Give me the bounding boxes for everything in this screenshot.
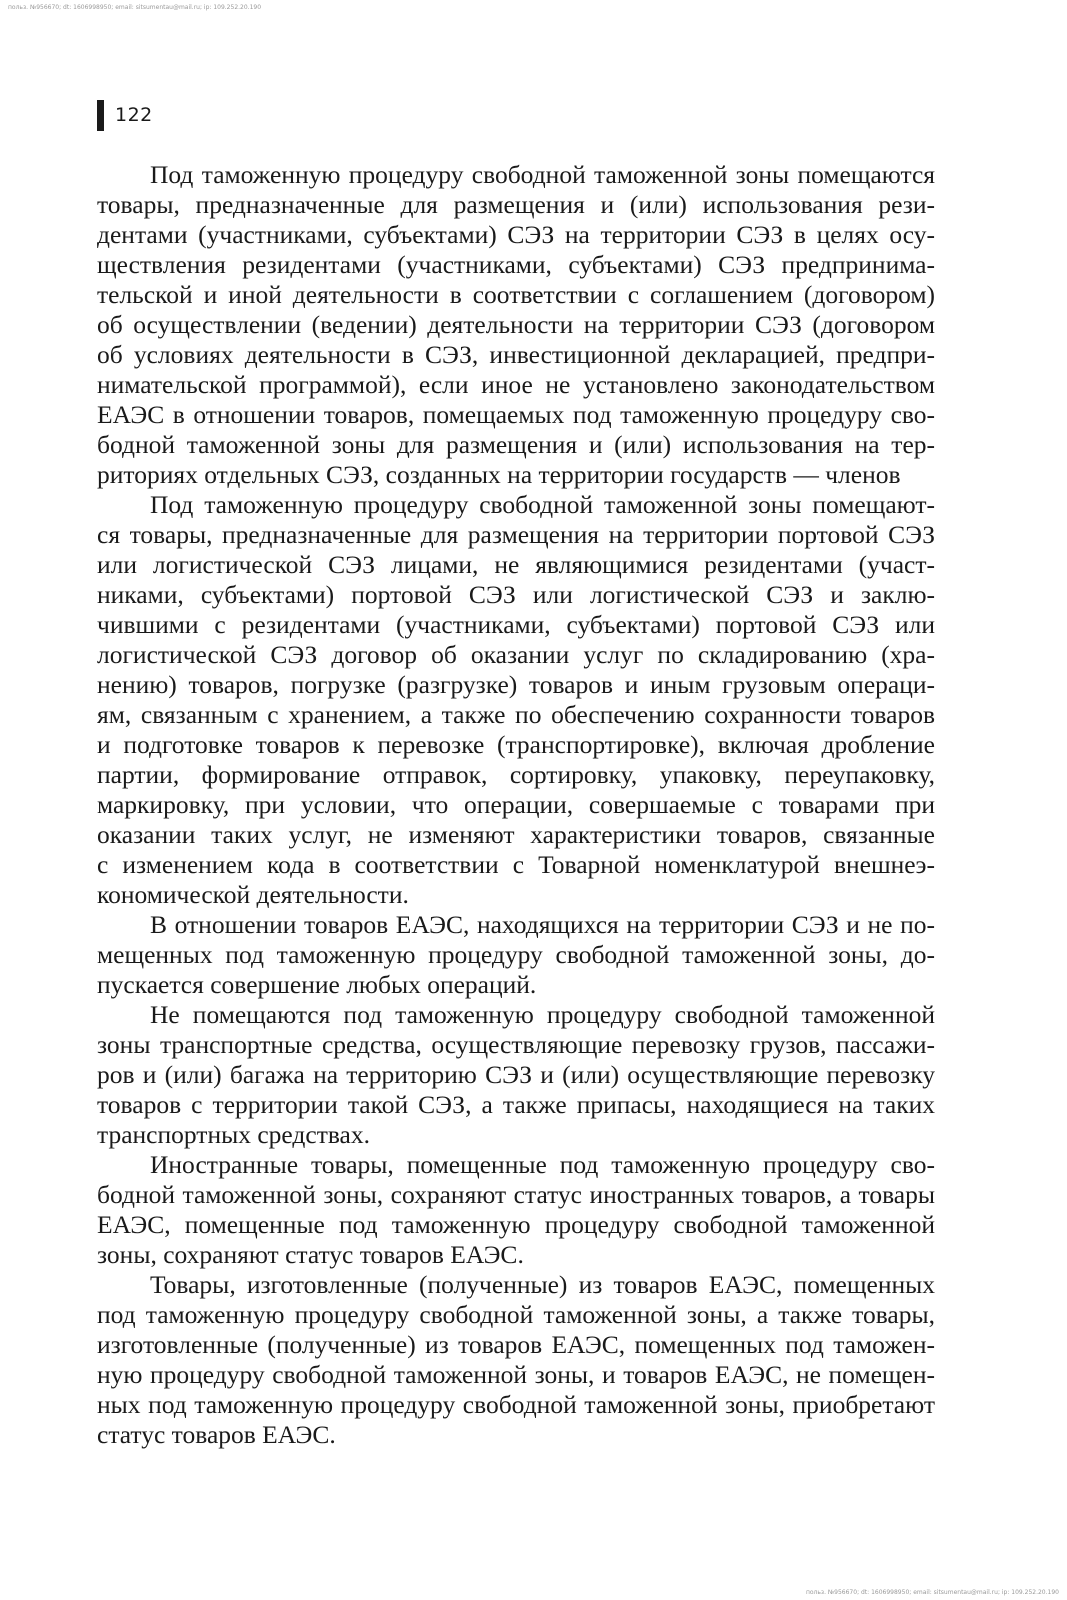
text-line: под таможенную процедуру свободной таможенной зоны, а также товары, — [97, 1300, 935, 1329]
text-line: товары, предназначенные для размещения и (или) использования рези- — [97, 190, 935, 219]
page-header — [97, 100, 153, 131]
text-line: партии, формирование отправок, сортировку, упаковку, переупаковку, — [97, 760, 935, 789]
page-number: 122 — [115, 104, 153, 126]
text-line: маркировку, при условии, что операции, совершаемые с товарами при — [97, 790, 935, 819]
text-line: чившими с резидентами (участниками, субъектами) портовой СЭЗ или — [97, 610, 935, 639]
paragraph — [97, 1270, 935, 1450]
text-line: логистической СЭЗ договор об оказании услуг по складированию (хра- — [97, 640, 935, 669]
text-line: об условиях деятельности в СЭЗ, инвестиционной декларацией, предпри- — [97, 340, 935, 369]
text-line: оказании таких услуг, не изменяют характеристики товаров, связанные — [97, 820, 935, 849]
text-line: дентами (участниками, субъектами) СЭЗ на территории СЭЗ в целях осу- — [97, 220, 935, 249]
text-line: В отношении товаров ЕАЭС, находящихся на территории СЭЗ и не по- — [150, 910, 935, 939]
text-line: статус товаров ЕАЭС. — [97, 1420, 336, 1449]
text-line: нению) товаров, погрузке (разгрузке) товаров и иным грузовым операци- — [97, 670, 935, 699]
text-line: Иностранные товары, помещенные под таможенную процедуру сво- — [150, 1150, 935, 1179]
text-line: риториях отдельных СЭЗ, созданных на территории государств — членов — [97, 460, 901, 489]
text-line: ся товары, предназначенные для размещения на территории портовой СЭЗ — [97, 520, 935, 549]
text-line: бодной таможенной зоны для размещения и (или) использования на тер- — [97, 430, 935, 459]
text-line: ную процедуру свободной таможенной зоны, и товаров ЕАЭС, не помещен- — [97, 1360, 935, 1389]
body-text — [97, 160, 935, 1450]
watermark-top: польз. №956670; dt: 1606998950; email: sitsumentau@mail.ru; ip: 109.252.20.190 — [8, 4, 262, 11]
text-line: изготовленные (полученные) из товаров ЕАЭС, помещенных под таможен- — [97, 1330, 935, 1359]
text-line: ЕАЭС, помещенные под таможенную процедуру свободной таможенной — [97, 1210, 935, 1239]
text-line: тельской и иной деятельности в соответствии с соглашением (договором) — [97, 280, 935, 309]
paragraph — [97, 160, 935, 490]
text-line: или логистической СЭЗ лицами, не являющимися резидентами (участ- — [97, 550, 935, 579]
text-line: бодной таможенной зоны, сохраняют статус иностранных товаров, а товары — [97, 1180, 935, 1209]
text-line: ЕАЭС в отношении товаров, помещаемых под таможенную процедуру сво- — [97, 400, 935, 429]
watermark-bottom: польз. №956670; dt: 1606998950; email: sitsumentau@mail.ru; ip: 109.252.20.190 — [805, 1589, 1059, 1596]
text-line: нимательской программой), если иное не установлено законодательством — [97, 370, 935, 399]
paragraph — [97, 490, 935, 910]
text-line: Под таможенную процедуру свободной таможенной зоны помещаются — [150, 160, 935, 189]
text-line: пускается совершение любых операций. — [97, 970, 537, 999]
text-line: зоны, сохраняют статус товаров ЕАЭС. — [97, 1240, 524, 1269]
text-line: ям, связанным с хранением, а также по обеспечению сохранности товаров — [97, 700, 935, 729]
text-line: Не помещаются под таможенную процедуру свободной таможенной — [150, 1000, 935, 1029]
text-line: и подготовке товаров к перевозке (транспортировке), включая дробление — [97, 730, 935, 759]
text-line: с изменением кода в соответствии с Товарной номенклатурой внешнеэ- — [97, 850, 935, 879]
text-line: ществления резидентами (участниками, субъектами) СЭЗ предпринима- — [97, 250, 935, 279]
paragraph — [97, 1150, 935, 1270]
header-bar — [97, 100, 104, 131]
text-line: зоны транспортные средства, осуществляющие перевозку грузов, пассажи- — [97, 1030, 935, 1059]
text-line: транспортных средствах. — [97, 1120, 370, 1149]
text-line: ров и (или) багажа на территорию СЭЗ и (или) осуществляющие перевозку — [97, 1060, 935, 1089]
text-line: об осуществлении (ведении) деятельности на территории СЭЗ (договором — [97, 310, 935, 339]
text-line: мещенных под таможенную процедуру свободной таможенной зоны, до- — [97, 940, 935, 969]
text-line: Под таможенную процедуру свободной таможенной зоны помещают- — [150, 490, 935, 519]
text-line: никами, субъектами) портовой СЭЗ или логистической СЭЗ и заклю- — [97, 580, 935, 609]
text-line: кономической деятельности. — [97, 880, 409, 909]
text-line: ных под таможенную процедуру свободной таможенной зоны, приобретают — [97, 1390, 935, 1419]
paragraph — [97, 910, 935, 1000]
text-line: Товары, изготовленные (полученные) из товаров ЕАЭС, помещенных — [150, 1270, 935, 1299]
paragraph — [97, 1000, 935, 1150]
text-line: товаров с территории такой СЭЗ, а также припасы, находящиеся на таких — [97, 1090, 935, 1119]
